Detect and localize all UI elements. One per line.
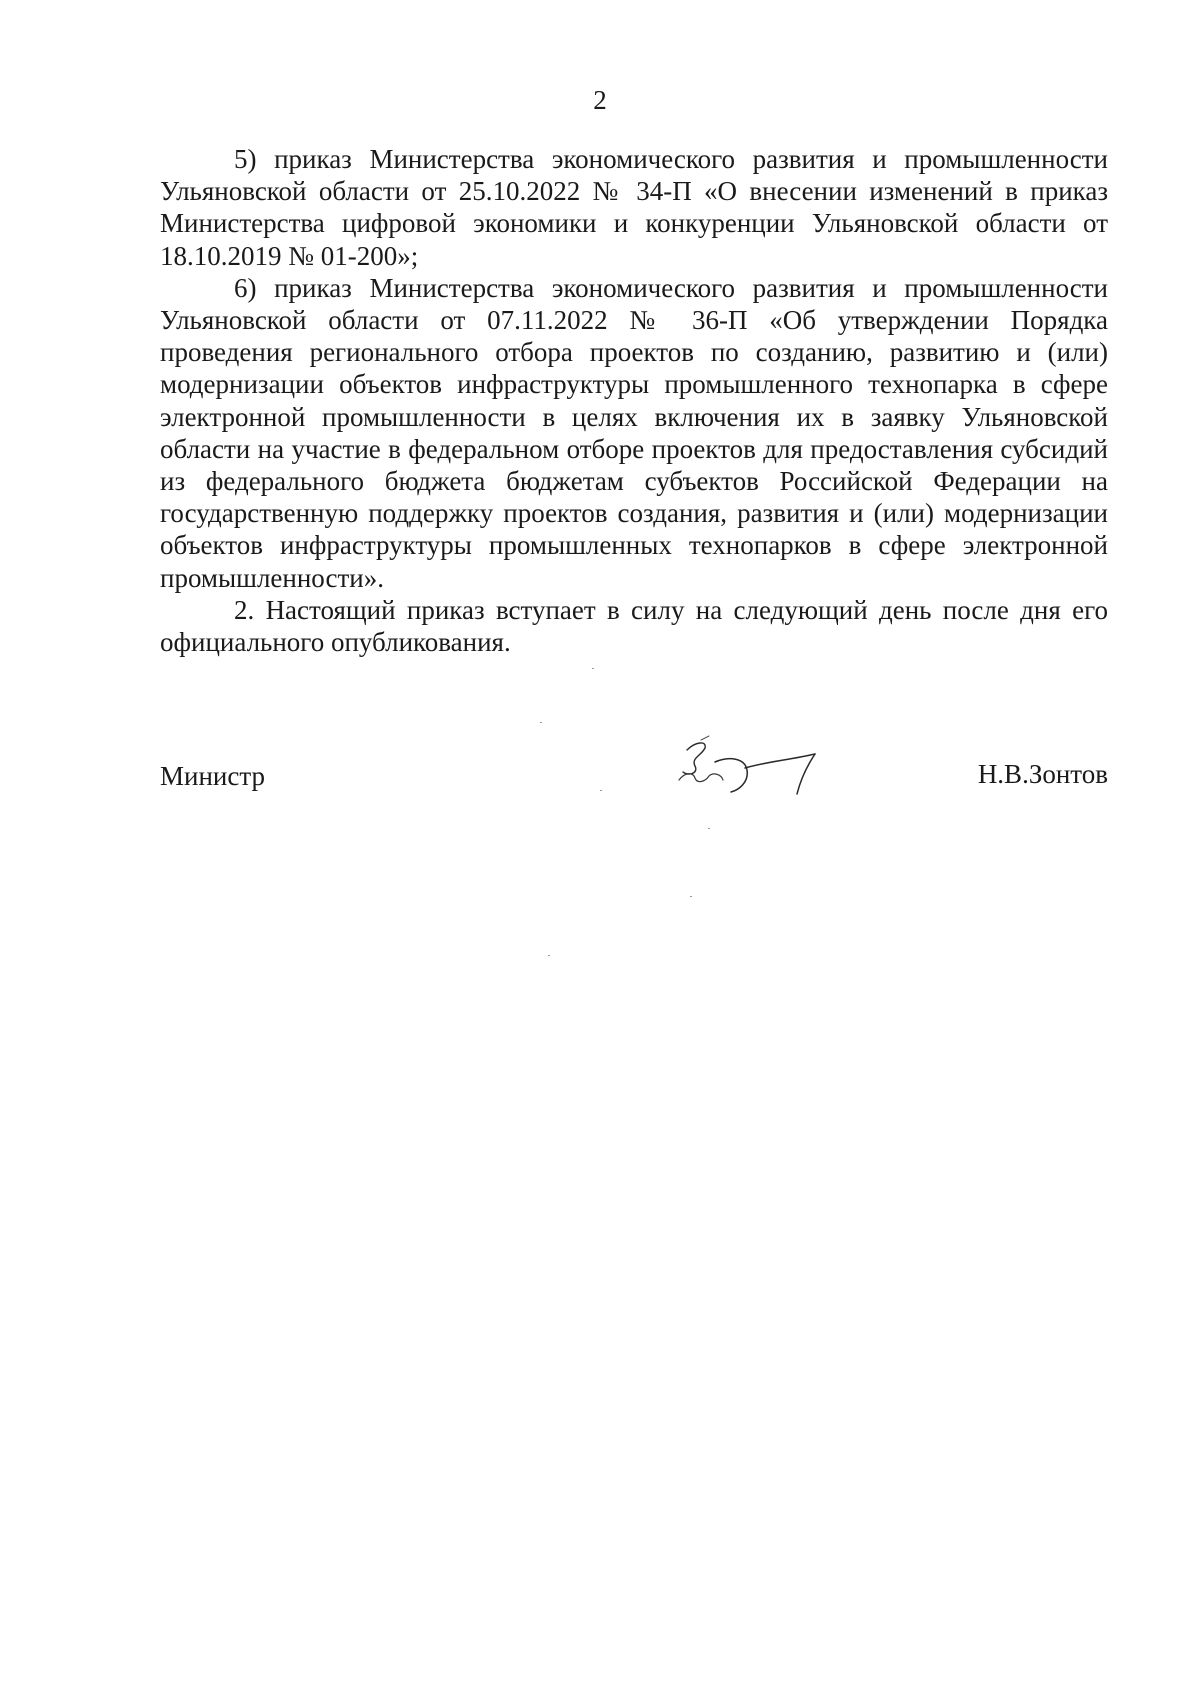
page-number: 2	[593, 85, 607, 115]
signatory-position: Министр	[160, 761, 265, 791]
scan-speck	[690, 896, 692, 897]
paragraph-item-6: 6) приказ Министерства экономического развития и промышленности Ульяновской области от 07.11.2022 № 36-П «Об утверждении Порядка проведения регионального отбора проектов по созданию, развитию и (или) модернизации объектов инфраструктуры промышленного технопарка в сфере электронной промышленности в целях включения их в заявку Ульяновской области на участие в федеральном отборе проектов для предоставления субсидий из федерального бюджета бюджетам субъектов Российской Федерации на государственную поддержку проектов создания, развития и (или) модернизации объектов инфраструктуры промышленных технопарков в сфере электронной промышленности».	[160, 272, 1108, 593]
paragraph-entry-into-force: 2. Настоящий приказ вступает в силу на следующий день после дня его официального опубликования.	[160, 594, 1108, 658]
scan-speck	[600, 790, 602, 791]
signature-block	[160, 738, 1108, 798]
scan-speck	[592, 668, 594, 669]
handwritten-signature	[665, 732, 845, 802]
scan-speck	[548, 955, 550, 956]
document-body	[160, 143, 1108, 658]
scan-speck	[708, 828, 710, 829]
paragraph-item-5: 5) приказ Министерства экономического развития и промышленности Ульяновской области от 25.10.2022 № 34-П «О внесении изменений в приказ Министерства цифровой экономики и конкуренции Ульяновской области от 18.10.2019 № 01-200»;	[160, 144, 1108, 271]
signatory-name: Н.В.Зонтов	[977, 759, 1108, 789]
scan-speck	[540, 722, 542, 723]
